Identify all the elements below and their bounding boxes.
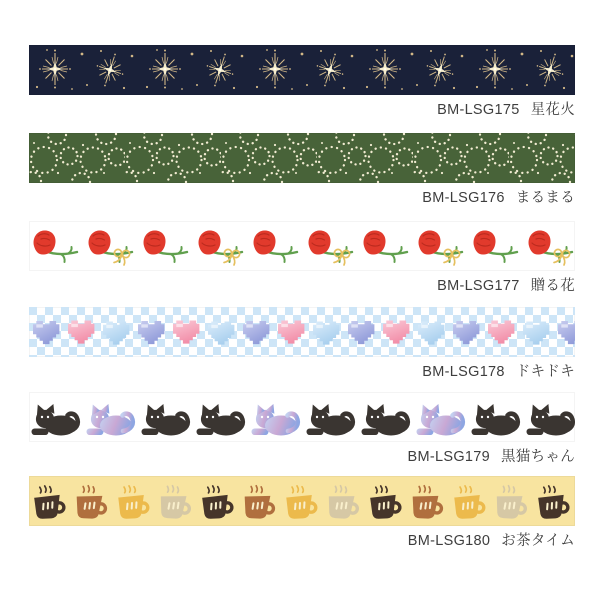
- tape-row: [29, 221, 575, 295]
- tape-label: [29, 533, 575, 550]
- tape-name-ja: まるまる: [515, 190, 575, 206]
- fireworks-pattern-icon: [29, 45, 575, 95]
- tape-row: [29, 476, 575, 550]
- tape-name-ja: 贈る花: [530, 278, 575, 294]
- tape-label: [29, 364, 575, 381]
- tape-name-ja: 黒猫ちゃん: [501, 449, 575, 465]
- tape-label: [29, 449, 575, 466]
- tape-label: [29, 278, 575, 295]
- tape-name-ja: ドキドキ: [515, 364, 575, 380]
- washi-tape-cats: [29, 392, 575, 442]
- washi-tape-flowers: [29, 221, 575, 271]
- tape-name-ja: お茶タイム: [501, 533, 575, 549]
- tape-code: BM-LSG175: [437, 102, 520, 118]
- carnation-pattern-icon: [29, 221, 575, 271]
- washi-tape-hearts: [29, 307, 575, 357]
- tape-name-ja: 星花火: [530, 102, 575, 118]
- tape-code: BM-LSG177: [437, 278, 520, 294]
- washi-tape-circles: [29, 133, 575, 183]
- tape-row: [29, 307, 575, 381]
- tape-code: BM-LSG179: [407, 449, 490, 465]
- washi-tape-teacups: [29, 476, 575, 526]
- cat-pattern-icon: [29, 392, 575, 442]
- teacup-pattern-icon: [29, 476, 575, 526]
- pixel-hearts-pattern-icon: [29, 307, 575, 357]
- tape-code: BM-LSG178: [422, 364, 505, 380]
- tape-code: BM-LSG180: [407, 533, 491, 549]
- tape-code: BM-LSG176: [422, 190, 505, 206]
- washi-tape-fireworks: [29, 45, 575, 95]
- dotted-circles-pattern-icon: [29, 133, 575, 183]
- tape-row: [29, 392, 575, 466]
- tape-row: [29, 45, 575, 119]
- tape-label: [29, 102, 575, 119]
- tape-label: [29, 190, 575, 207]
- tape-row: [29, 133, 575, 207]
